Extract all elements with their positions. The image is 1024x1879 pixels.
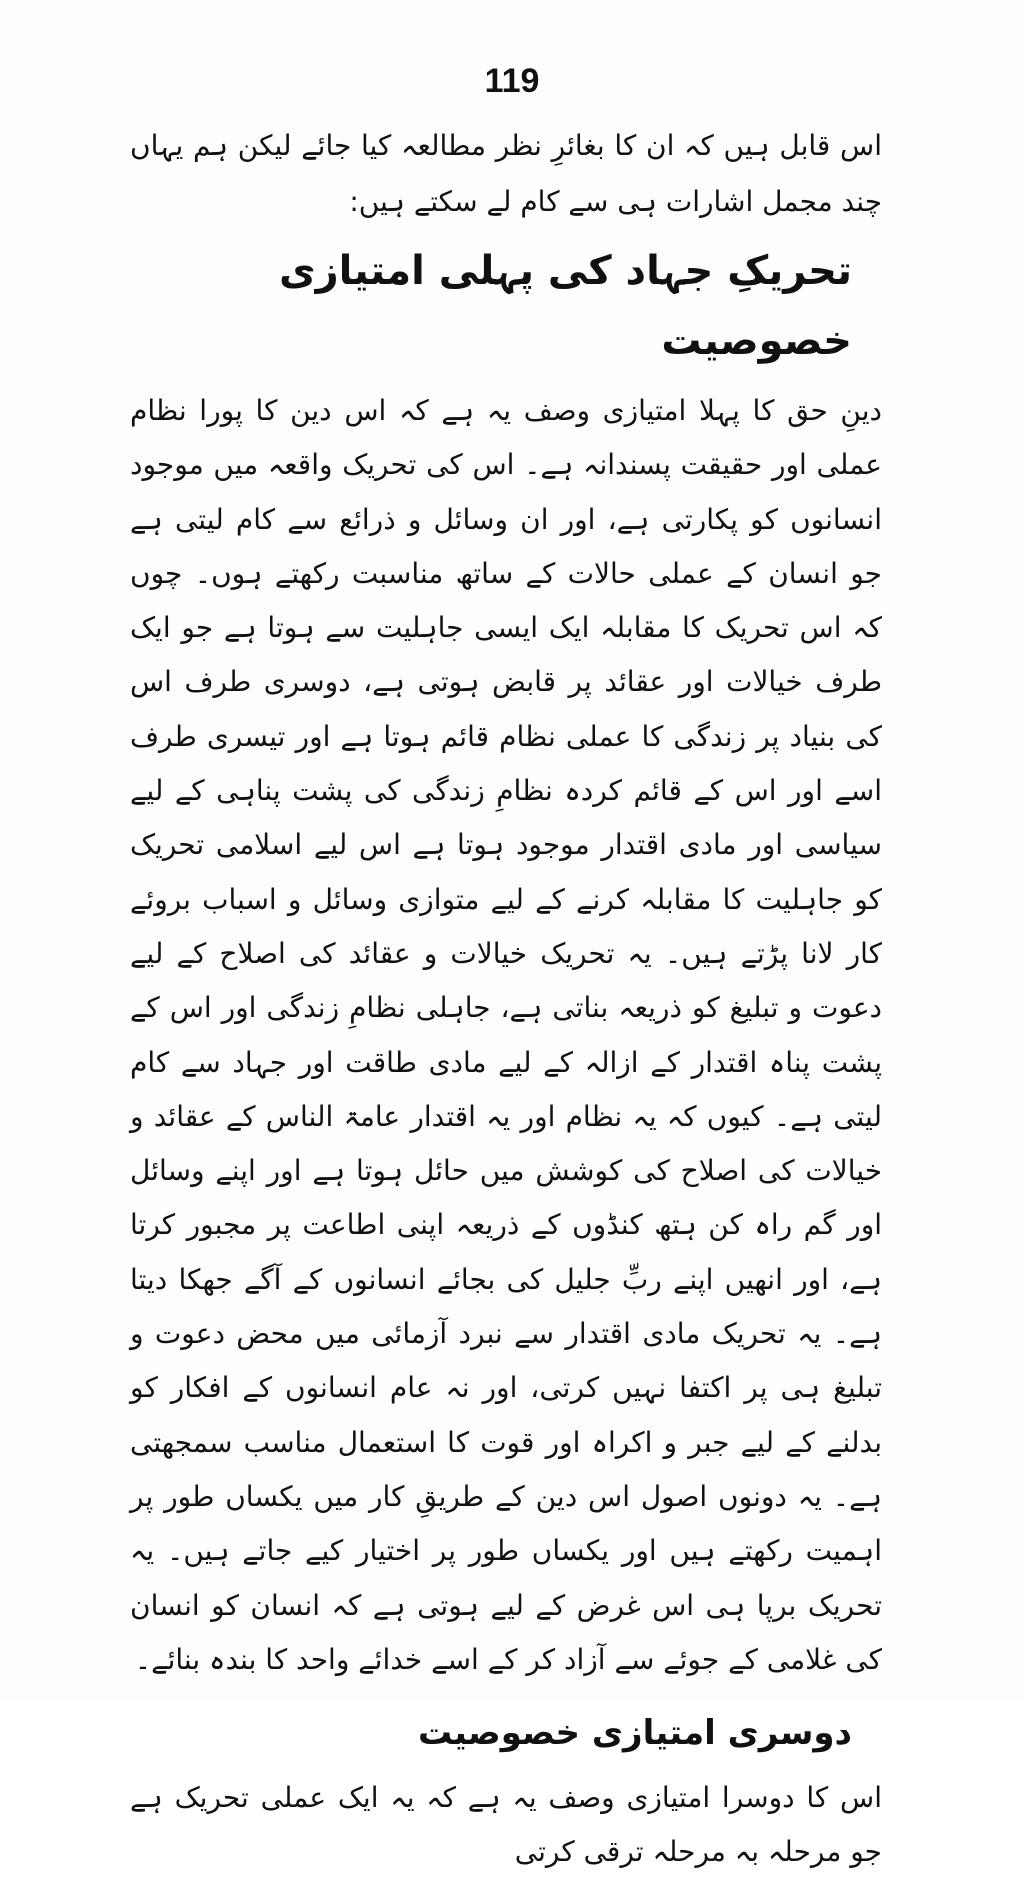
body-paragraph-second-characteristic: اس کا دوسرا امتیازی وصف یہ ہے کہ یہ ایک عملی تحریک ہے جو مرحلہ بہ مرحلہ ترقی کرتی	[130, 1781, 882, 1869]
section-heading-second-characteristic: دوسری امتیازی خصوصیت	[417, 1713, 852, 1754]
section-heading-first-characteristic: تحریکِ جہاد کی پہلی امتیازی خصوصیت	[278, 248, 852, 364]
page-content	[130, 118, 882, 1879]
page-number: 119	[484, 62, 540, 100]
body-paragraph-first-characteristic: دینِ حق کا پہلا امتیازی وصف یہ ہے کہ اس دین کا پورا نظام عملی اور حقیقت پسندانہ ہے۔ اس کی تحریک واقعہ میں موجود انسانوں کو پکارتی ہے، اور ان وسائل و ذرائع سے کام لیتی ہے جو انسان کے عملی حالات کے ساتھ مناسبت رکھتے ہوں۔ چوں کہ اس تحریک کا مقابلہ ایک ایسی جاہلیت سے ہوتا ہے جو ایک طرف خیالات اور عقائد پر قابض ہوتی ہے، دوسری طرف اس کی بنیاد پر زندگی کا عملی نظام قائم ہوتا ہے اور تیسری طرف اسے اور اس کے قائم کردہ نظامِ زندگی کی پشت پناہی کے لیے سیاسی اور مادی اقتدار موجود ہوتا ہے اس لیے اسلامی تحریک کو جاہلیت کا مقابلہ کرنے کے لیے متوازی وسائل و اسباب بروئے کار لانا پڑتے ہیں۔ یہ تحریک خیالات و عقائد کی اصلاح کے لیے دعوت و تبلیغ کو ذریعہ بناتی ہے، جاہلی نظامِ زندگی اور اس کے پشت پناہ اقتدار کے ازالہ کے لیے مادی طاقت اور جہاد سے کام لیتی ہے۔ کیوں کہ یہ نظام اور یہ اقتدار عامۃ الناس کے عقائد و خیالات کی اصلاح کی کوشش میں حائل ہوتا ہے اور اپنے وسائل اور گم راہ کن ہتھ کنڈوں کے ذریعہ اپنی اطاعت پر مجبور کرتا ہے، اور انھیں اپنے ربِّ جلیل کی بجائے انسانوں کے آگے جھکا دیتا ہے۔ یہ تحریک مادی اقتدار سے نبرد آزمائی میں محض دعوت و تبلیغ ہی پر اکتفا نہیں کرتی، اور نہ عام انسانوں کے افکار کو بدلنے کے لیے جبر و اکراہ اور قوت کا استعمال مناسب سمجھتی ہے۔ یہ دونوں اصول اس دین کے طریقِ کار میں یکساں طور پر اہمیت رکھتے ہیں اور یکساں طور پر اختیار کیے جاتے ہیں۔ یہ تحریک برپا ہی اس غرض کے لیے ہوتی ہے کہ انسان کو انسان کی غلامی کے جوئے سے آزاد کر کے اسے خدائے واحد کا بندہ بنائے۔	[130, 394, 882, 1676]
intro-paragraph: اس قابل ہیں کہ ان کا بغائرِ نظر مطالعہ کیا جائے لیکن ہم یہاں چند مجمل اشارات ہی سے کام لے سکتے ہیں:	[130, 129, 882, 218]
